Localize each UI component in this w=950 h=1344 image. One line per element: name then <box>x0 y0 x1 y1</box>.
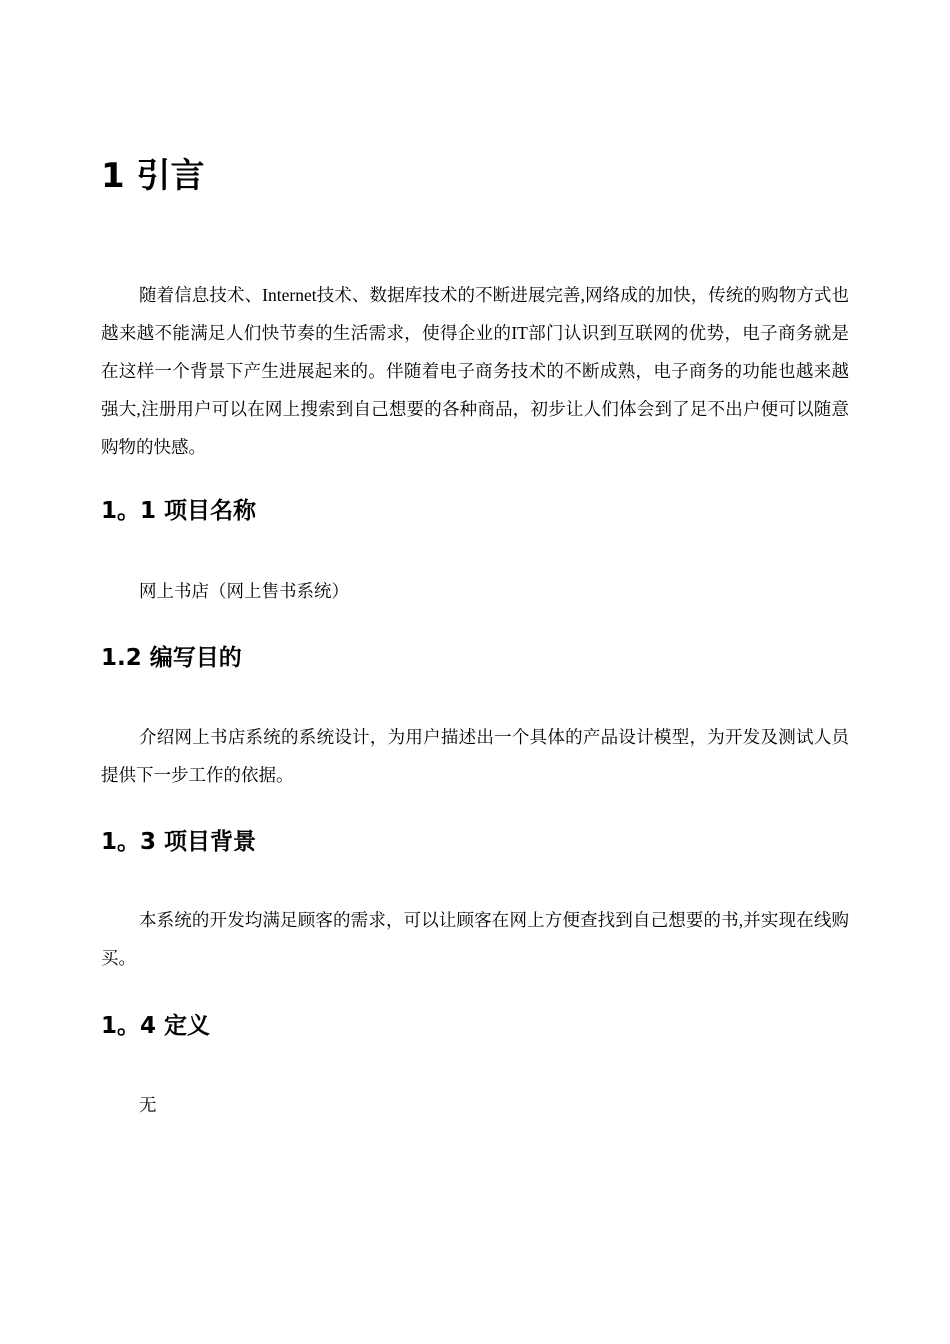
section-heading-definitions: 1。4 定义 <box>101 1013 211 1039</box>
section-heading-background: 1。3 项目背景 <box>101 829 257 855</box>
section-body-background: 本系统的开发均满足顾客的需求，可以让顾客在网上方便查找到自己想要的书,并实现在线购买。 <box>101 910 849 968</box>
section-body-purpose: 介绍网上书店系统的系统设计，为用户描述出一个具体的产品设计模型，为开发及测试人员提供下一步工作的依据。 <box>101 727 849 785</box>
section-body-definitions: 无 <box>139 1095 157 1115</box>
section-body-project-name: 网上书店（网上售书系统） <box>139 581 349 601</box>
chapter-title: 1 引言 <box>101 156 205 196</box>
intro-paragraph: 随着信息技术、Internet技术、数据库技术的不断进展完善,网络成的加快，传统的购物方式也越来越不能满足人们快节奏的生活需求，使得企业的IT部门认识到互联网的优势，电子商务就是在这样一个背景下产生进展起来的。伴随着电子商务技术的不断成熟，电子商务的功能也越来越强大,注册用户可以在网上搜索到自己想要的各种商品，初步让人们体会到了足不出户便可以随意购物的快感。 <box>101 285 849 457</box>
section-heading-purpose: 1.2 编写目的 <box>101 645 242 671</box>
section-heading-project-name: 1。1 项目名称 <box>101 498 257 524</box>
